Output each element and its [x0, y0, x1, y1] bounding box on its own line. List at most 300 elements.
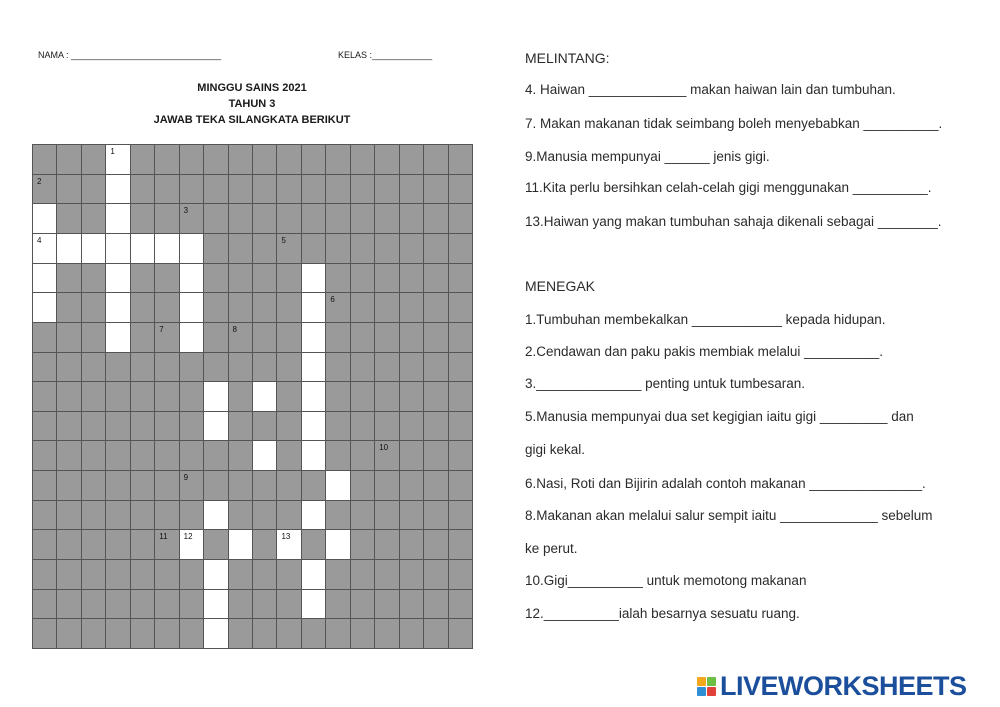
crossword-cell-white[interactable]: [203, 500, 228, 531]
crossword-cell-white[interactable]: [56, 233, 81, 264]
crossword-cell-black: [276, 500, 301, 531]
crossword-cell-white[interactable]: [105, 263, 130, 294]
crossword-cell-black: [325, 292, 350, 323]
crossword-cell-white[interactable]: [301, 589, 326, 620]
crossword-cell-white[interactable]: [301, 322, 326, 353]
crossword-cell-black: [350, 322, 375, 353]
crossword-cell-black: [203, 352, 228, 383]
crossword-cell-black: [130, 263, 155, 294]
crossword-cell-black: [179, 500, 204, 531]
crossword-cell-black: [228, 352, 253, 383]
crossword-cell-black: [374, 618, 399, 649]
crossword-cell-black: [32, 500, 57, 531]
crossword-cell-black: [81, 411, 106, 442]
crossword-cell-black: [252, 411, 277, 442]
crossword-cell-black: [399, 529, 424, 560]
crossword-cell-black: [301, 529, 326, 560]
crossword-cell-black: [399, 144, 424, 175]
crossword-cell-black: [81, 589, 106, 620]
crossword-cell-black: [179, 174, 204, 205]
crossword-cell-black: [325, 144, 350, 175]
crossword-cell-black: [325, 322, 350, 353]
crossword-cell-black: [350, 352, 375, 383]
crossword-cell-black: [56, 440, 81, 471]
crossword-cell-white[interactable]: [32, 203, 57, 234]
crossword-cell-black: [228, 381, 253, 412]
clue-number-12: 12: [183, 532, 193, 542]
crossword-cell-black: [154, 263, 179, 294]
crossword-cell-black: [350, 203, 375, 234]
down-clue-1: 1.Tumbuhan membekalkan ____________ kepada hidupan.: [525, 312, 886, 327]
crossword-cell-black: [350, 263, 375, 294]
crossword-cell-black: [81, 559, 106, 590]
crossword-cell-white[interactable]: [32, 233, 57, 264]
crossword-cell-black: [154, 144, 179, 175]
crossword-cell-white[interactable]: [301, 263, 326, 294]
crossword-cell-black: [423, 500, 448, 531]
crossword-cell-black: [154, 589, 179, 620]
crossword-cell-black: [56, 470, 81, 501]
crossword-cell-black: [130, 352, 155, 383]
crossword-cell-black: [448, 322, 473, 353]
down-clue-3: 3.______________ penting untuk tumbesaran.: [525, 376, 805, 391]
logo-mark-icon: [697, 677, 716, 696]
crossword-cell-white[interactable]: [301, 559, 326, 590]
down-clue-12: 12.__________ialah besarnya sesuatu ruang.: [525, 606, 800, 621]
crossword-cell-white[interactable]: [203, 381, 228, 412]
crossword-cell-white[interactable]: [179, 263, 204, 294]
logo-square-e: [707, 687, 716, 696]
crossword-cell-black: [399, 174, 424, 205]
clue-number-9: 9: [183, 473, 189, 483]
crossword-cell-black: [32, 352, 57, 383]
crossword-cell-black: [228, 500, 253, 531]
logo-square-v: [697, 687, 706, 696]
crossword-cell-black: [154, 292, 179, 323]
crossword-cell-black: [81, 470, 106, 501]
crossword-cell-white[interactable]: [276, 529, 301, 560]
crossword-cell-black: [81, 203, 106, 234]
down-clue-5-cont: gigi kekal.: [525, 442, 586, 457]
crossword-cell-black: [448, 174, 473, 205]
crossword-cell-black: [56, 322, 81, 353]
crossword-cell-black: [276, 559, 301, 590]
crossword-cell-white[interactable]: [228, 529, 253, 560]
crossword-cell-black: [350, 470, 375, 501]
across-clue-4: 4. Haiwan _____________ makan haiwan lain dan tumbuhan.: [525, 82, 896, 97]
crossword-cell-black: [374, 174, 399, 205]
crossword-cell-black: [301, 144, 326, 175]
crossword-cell-black: [374, 589, 399, 620]
crossword-cell-black: [32, 411, 57, 442]
crossword-cell-black: [276, 203, 301, 234]
down-clue-8: 8.Makanan akan melalui salur sempit iaitu _____________ sebelum: [525, 508, 933, 523]
crossword-cell-white[interactable]: [301, 292, 326, 323]
crossword-cell-white[interactable]: [301, 500, 326, 531]
crossword-cell-black: [32, 440, 57, 471]
crossword-cell-white[interactable]: [32, 263, 57, 294]
crossword-cell-black: [448, 352, 473, 383]
across-clue-9: 9.Manusia mempunyai ______ jenis gigi.: [525, 149, 770, 164]
crossword-cell-black: [301, 174, 326, 205]
crossword-cell-black: [56, 144, 81, 175]
worksheet-titles: [32, 80, 472, 128]
crossword-cell-black: [228, 233, 253, 264]
crossword-cell-black: [399, 292, 424, 323]
crossword-cell-black: [56, 529, 81, 560]
crossword-cell-black: [325, 411, 350, 442]
clue-number-1: 1: [110, 147, 115, 156]
crossword-cell-black: [252, 144, 277, 175]
crossword-cell-black: [154, 440, 179, 471]
crossword-cell-white[interactable]: [301, 352, 326, 383]
crossword-cell-black: [32, 470, 57, 501]
crossword-cell-black: [32, 559, 57, 590]
crossword-cell-black: [399, 322, 424, 353]
crossword-cell-black: [276, 263, 301, 294]
crossword-cell-black: [130, 322, 155, 353]
crossword-cell-black: [399, 411, 424, 442]
crossword-cell-black: [228, 203, 253, 234]
crossword-cell-black: [56, 618, 81, 649]
crossword-cell-white[interactable]: [32, 292, 57, 323]
class-field-label: KELAS :____________: [338, 50, 433, 60]
crossword-cell-black: [179, 411, 204, 442]
crossword-cell-black: [448, 470, 473, 501]
crossword-cell-black: [154, 470, 179, 501]
crossword-cell-white[interactable]: [252, 440, 277, 471]
crossword-cell-black: [399, 500, 424, 531]
crossword-cell-black: [228, 618, 253, 649]
crossword-cell-black: [448, 500, 473, 531]
crossword-cell-black: [399, 233, 424, 264]
crossword-cell-black: [56, 263, 81, 294]
crossword-cell-black: [105, 559, 130, 590]
crossword-cell-black: [325, 233, 350, 264]
clue-number-5: 5: [281, 235, 286, 245]
crossword-cell-black: [154, 322, 179, 353]
crossword-cell-black: [32, 529, 57, 560]
crossword-cell-black: [228, 322, 253, 353]
crossword-cell-black: [423, 381, 448, 412]
crossword-cell-white[interactable]: [105, 292, 130, 323]
crossword-cell-black: [423, 470, 448, 501]
crossword-cell-white[interactable]: [179, 322, 204, 353]
crossword-cell-black: [350, 559, 375, 590]
crossword-cell-black: [105, 352, 130, 383]
crossword-cell-black: [81, 500, 106, 531]
down-clue-6: 6.Nasi, Roti dan Bijirin adalah contoh makanan _______________.: [525, 476, 926, 491]
crossword-cell-black: [325, 589, 350, 620]
title-line-1: MINGGU SAINS 2021: [197, 82, 307, 94]
crossword-cell-black: [448, 203, 473, 234]
crossword-cell-black: [105, 618, 130, 649]
crossword-cell-black: [374, 500, 399, 531]
crossword-cell-black: [154, 618, 179, 649]
crossword-cell-black: [81, 529, 106, 560]
crossword-cell-black: [448, 559, 473, 590]
crossword-cell-black: [203, 470, 228, 501]
crossword-cell-white[interactable]: [325, 470, 350, 501]
crossword-cell-black: [252, 233, 277, 264]
crossword-cell-black: [81, 352, 106, 383]
crossword-cell-white[interactable]: [105, 174, 130, 205]
crossword-cell-black: [350, 440, 375, 471]
crossword-cell-black: [154, 529, 179, 560]
crossword-cell-black: [399, 559, 424, 590]
crossword-cell-black: [179, 440, 204, 471]
clue-number-6: 6: [330, 295, 335, 305]
down-clue-8-cont: ke perut.: [525, 541, 578, 556]
crossword-cell-black: [105, 529, 130, 560]
crossword-cell-white[interactable]: [203, 618, 228, 649]
crossword-cell-black: [448, 263, 473, 294]
title-line-2: TAHUN 3: [228, 98, 276, 110]
crossword-cell-black: [179, 618, 204, 649]
crossword-cell-black: [325, 352, 350, 383]
crossword-cell-black: [228, 440, 253, 471]
crossword-cell-white[interactable]: [301, 411, 326, 442]
crossword-cell-black: [228, 144, 253, 175]
crossword-cell-black: [32, 144, 57, 175]
crossword-cell-black: [56, 411, 81, 442]
crossword-cell-black: [423, 263, 448, 294]
crossword-cell-white[interactable]: [154, 233, 179, 264]
crossword-cell-black: [399, 203, 424, 234]
clue-number-8: 8: [232, 324, 237, 334]
crossword-cell-black: [81, 263, 106, 294]
crossword-cell-black: [325, 618, 350, 649]
crossword-cell-black: [56, 381, 81, 412]
crossword-cell-black: [423, 411, 448, 442]
crossword-cell-black: [374, 470, 399, 501]
crossword-cell-black: [203, 233, 228, 264]
crossword-cell-black: [350, 500, 375, 531]
crossword-cell-black: [130, 618, 155, 649]
crossword-cell-black: [179, 559, 204, 590]
crossword-cell-black: [130, 529, 155, 560]
crossword-cell-black: [301, 233, 326, 264]
crossword-cell-white[interactable]: [105, 144, 130, 175]
crossword-cell-black: [32, 322, 57, 353]
crossword-cell-black: [81, 292, 106, 323]
crossword-cell-black: [252, 529, 277, 560]
clue-number-10: 10: [379, 443, 389, 453]
crossword-cell-white[interactable]: [203, 411, 228, 442]
crossword-cell-white[interactable]: [325, 529, 350, 560]
down-heading: MENEGAK: [525, 278, 596, 294]
crossword-cell-black: [423, 352, 448, 383]
crossword-cell-black: [130, 440, 155, 471]
crossword-cell-black: [130, 381, 155, 412]
crossword-cell-black: [423, 144, 448, 175]
crossword-cell-black: [81, 440, 106, 471]
crossword-cell-black: [252, 618, 277, 649]
crossword-cell-black: [32, 589, 57, 620]
crossword-cell-black: [350, 144, 375, 175]
crossword-cell-black: [448, 618, 473, 649]
crossword-cell-black: [448, 144, 473, 175]
crossword-cell-black: [252, 352, 277, 383]
crossword-cell-black: [252, 292, 277, 323]
crossword-cell-black: [399, 618, 424, 649]
crossword-cell-black: [252, 559, 277, 590]
crossword-cell-black: [105, 411, 130, 442]
logo-square-l: [697, 677, 706, 686]
crossword-cell-black: [252, 174, 277, 205]
crossword-grid: [32, 144, 472, 648]
crossword-cell-black: [325, 203, 350, 234]
crossword-cell-black: [448, 440, 473, 471]
crossword-cell-black: [374, 352, 399, 383]
crossword-cell-black: [374, 529, 399, 560]
clue-number-3: 3: [183, 206, 189, 216]
crossword-cell-black: [350, 292, 375, 323]
crossword-cell-black: [423, 322, 448, 353]
crossword-cell-black: [81, 618, 106, 649]
crossword-cell-black: [203, 144, 228, 175]
crossword-cell-black: [350, 618, 375, 649]
crossword-cell-white[interactable]: [105, 322, 130, 353]
crossword-cell-black: [130, 470, 155, 501]
crossword-cell-black: [399, 589, 424, 620]
crossword-cell-white[interactable]: [203, 559, 228, 590]
crossword-cell-black: [252, 470, 277, 501]
crossword-cell-black: [350, 411, 375, 442]
crossword-cell-black: [423, 233, 448, 264]
crossword-cell-black: [81, 174, 106, 205]
crossword-cell-black: [276, 352, 301, 383]
crossword-cell-black: [154, 381, 179, 412]
across-clue-11: 11.Kita perlu bersihkan celah-celah gigi menggunakan __________.: [525, 180, 932, 195]
crossword-cell-black: [81, 381, 106, 412]
crossword-cell-white[interactable]: [203, 589, 228, 620]
crossword-cell-black: [203, 292, 228, 323]
crossword-cell-black: [399, 263, 424, 294]
crossword-cell-black: [130, 411, 155, 442]
crossword-cell-white[interactable]: [301, 381, 326, 412]
crossword-cell-black: [105, 589, 130, 620]
crossword-cell-white[interactable]: [301, 440, 326, 471]
crossword-cell-white[interactable]: [179, 233, 204, 264]
crossword-cell-black: [448, 233, 473, 264]
across-clue-13: 13.Haiwan yang makan tumbuhan sahaja dikenali sebagai ________.: [525, 214, 942, 229]
crossword-cell-black: [399, 352, 424, 383]
crossword-cell-black: [374, 322, 399, 353]
crossword-cell-black: [154, 500, 179, 531]
crossword-cell-black: [105, 440, 130, 471]
clue-number-11: 11: [159, 532, 168, 542]
crossword-cell-black: [105, 381, 130, 412]
name-field-label: NAMA : ______________________________: [38, 50, 222, 60]
crossword-cell-black: [228, 174, 253, 205]
crossword-cell-black: [228, 411, 253, 442]
logo-text: LIVEWORKSHEETS: [720, 670, 967, 701]
crossword-cell-white[interactable]: [130, 233, 155, 264]
crossword-cell-black: [276, 174, 301, 205]
crossword-cell-black: [228, 263, 253, 294]
crossword-cell-black: [130, 144, 155, 175]
crossword-cell-black: [423, 589, 448, 620]
clue-number-13: 13: [281, 532, 291, 542]
crossword-cell-white[interactable]: [252, 381, 277, 412]
crossword-cell-black: [423, 559, 448, 590]
crossword-cell-black: [276, 470, 301, 501]
crossword-cell-white[interactable]: [179, 529, 204, 560]
crossword-cell-black: [276, 292, 301, 323]
crossword-cell-black: [105, 470, 130, 501]
crossword-cell-black: [399, 440, 424, 471]
crossword-cell-white[interactable]: [81, 233, 106, 264]
crossword-cell-white[interactable]: [105, 203, 130, 234]
crossword-cell-white[interactable]: [179, 292, 204, 323]
crossword-cell-black: [154, 411, 179, 442]
crossword-cell-black: [154, 174, 179, 205]
crossword-cell-black: [32, 174, 57, 205]
crossword-cell-black: [81, 144, 106, 175]
crossword-cell-black: [423, 292, 448, 323]
crossword-cell-black: [350, 233, 375, 264]
crossword-cell-black: [228, 470, 253, 501]
crossword-cell-black: [374, 381, 399, 412]
crossword-cell-black: [154, 352, 179, 383]
crossword-cell-black: [203, 203, 228, 234]
crossword-cell-black: [350, 529, 375, 560]
crossword-cell-black: [179, 470, 204, 501]
crossword-cell-black: [276, 411, 301, 442]
crossword-cell-black: [423, 440, 448, 471]
crossword-cell-black: [130, 203, 155, 234]
crossword-cell-black: [203, 440, 228, 471]
crossword-cell-black: [374, 233, 399, 264]
crossword-cell-black: [350, 589, 375, 620]
crossword-cell-black: [276, 144, 301, 175]
crossword-cell-black: [374, 292, 399, 323]
across-clue-7: 7. Makan makanan tidak seimbang boleh menyebabkan __________.: [525, 116, 943, 131]
crossword-cell-black: [56, 292, 81, 323]
crossword-cell-black: [130, 292, 155, 323]
crossword-cell-black: [252, 500, 277, 531]
crossword-cell-black: [56, 500, 81, 531]
crossword-cell-black: [276, 381, 301, 412]
crossword-cell-black: [56, 174, 81, 205]
crossword-cell-black: [350, 381, 375, 412]
crossword-cell-black: [179, 381, 204, 412]
crossword-cell-black: [228, 559, 253, 590]
crossword-cell-black: [325, 381, 350, 412]
title-line-3: JAWAB TEKA SILANGKATA BERIKUT: [153, 114, 351, 126]
crossword-cell-black: [374, 263, 399, 294]
crossword-cell-black: [228, 292, 253, 323]
crossword-cell-black: [56, 589, 81, 620]
crossword-cell-black: [301, 618, 326, 649]
crossword-cell-black: [448, 381, 473, 412]
crossword-cell-black: [423, 174, 448, 205]
crossword-cell-black: [203, 263, 228, 294]
crossword-cell-black: [81, 322, 106, 353]
crossword-cell-black: [32, 381, 57, 412]
crossword-cell-white[interactable]: [105, 233, 130, 264]
down-clue-5: 5.Manusia mempunyai dua set kegigian iaitu gigi _________ dan: [525, 409, 914, 424]
crossword-cell-black: [448, 411, 473, 442]
clue-number-2: 2: [37, 176, 42, 186]
crossword-cell-black: [448, 589, 473, 620]
logo-square-i: [707, 677, 716, 686]
crossword-cell-black: [276, 322, 301, 353]
crossword-cell-black: [130, 500, 155, 531]
crossword-cell-black: [179, 589, 204, 620]
crossword-cell-black: [252, 203, 277, 234]
